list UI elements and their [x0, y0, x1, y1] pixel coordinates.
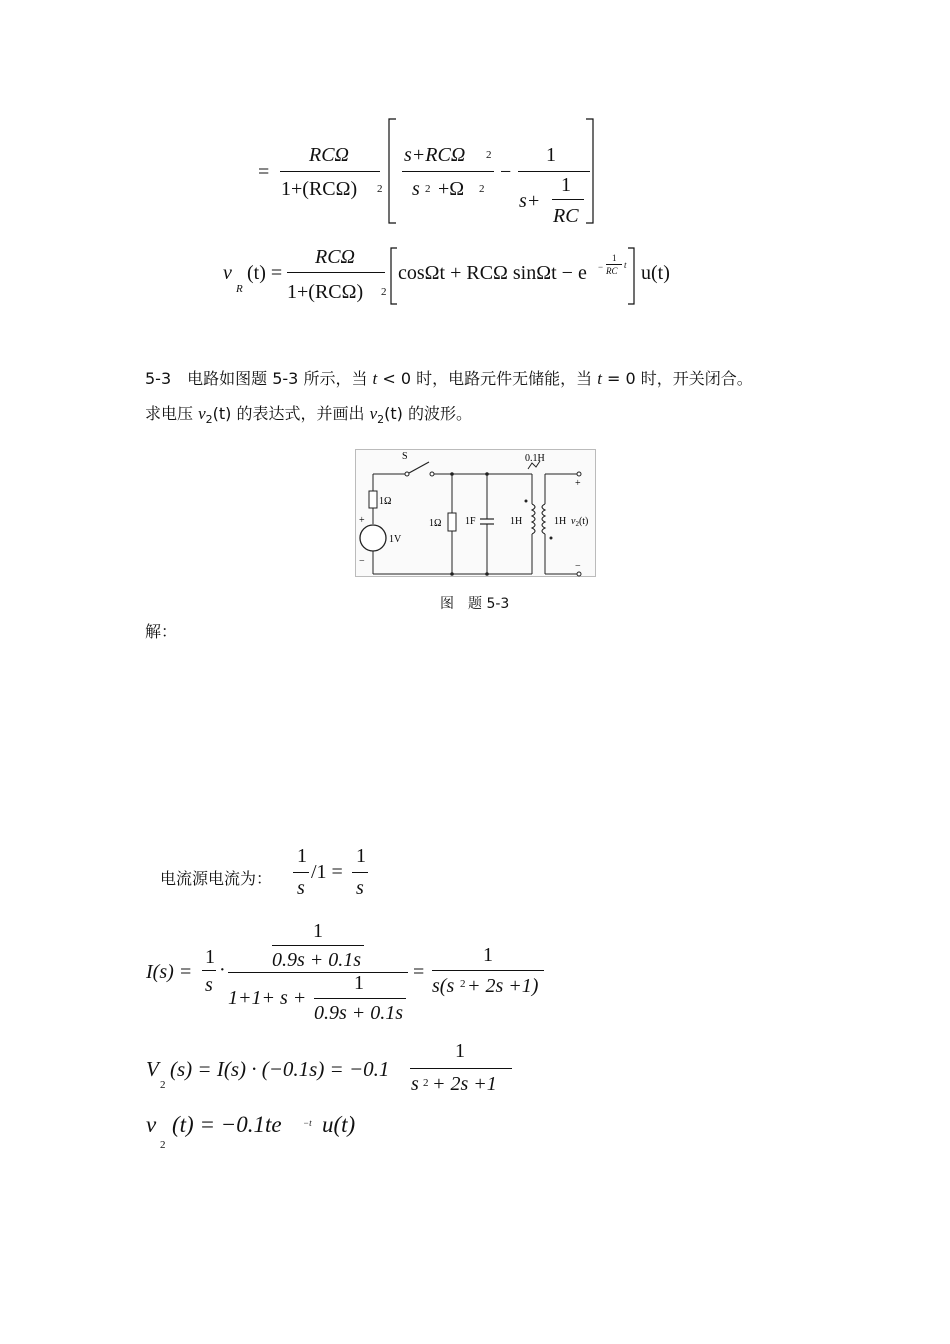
fraction-denominator: s [356, 877, 364, 899]
subscript: 2 [160, 1079, 166, 1091]
term3-numerator: 1 [561, 174, 571, 196]
solution-label: 解： [145, 622, 178, 641]
v-symbol: v [223, 262, 232, 284]
l2-label: 1H [554, 516, 567, 527]
exponent: 2 [381, 286, 387, 298]
subscript: R [236, 283, 243, 295]
switch-label: S [402, 451, 408, 462]
fraction-numerator: RCΩ [315, 246, 356, 268]
fraction-bar [352, 872, 368, 873]
result-numerator: 1 [483, 944, 493, 966]
cap-label: 1F [465, 516, 476, 527]
r2-label: 1Ω [429, 518, 442, 529]
exponent: 2 [377, 183, 383, 195]
fraction-bar [606, 264, 622, 265]
rhs: (t) = −0.1te [172, 1112, 282, 1137]
fraction-bar [202, 970, 216, 971]
unit-step: u(t) [641, 262, 670, 284]
divide-one: /1 = [311, 861, 343, 883]
exponent: 2 [460, 978, 466, 990]
source-plus: + [359, 515, 365, 526]
exponent: 2 [425, 183, 431, 195]
circuit-diagram [355, 449, 596, 577]
bottom-prefix: 1+1+ s + [228, 987, 307, 1009]
exponent-numerator: 1 [612, 253, 617, 263]
dot: · [219, 959, 226, 981]
out-minus: − [575, 561, 581, 572]
fraction-bar [293, 872, 309, 873]
fraction-bar [280, 171, 380, 172]
unit-step: u(t) [322, 1112, 356, 1137]
fraction-denominator-b: + 2s +1 [432, 1073, 497, 1095]
equals-sign: = [258, 161, 270, 183]
fraction-bar [272, 945, 364, 946]
top-denominator: 0.9s + 0.1s [272, 949, 362, 971]
fraction-bar [432, 970, 544, 971]
term3-denominator: RC [553, 205, 579, 227]
exponent-denominator: RC [606, 266, 618, 276]
output-voltage-label: $v_2(t)$ [571, 516, 589, 528]
fraction-denominator: s [411, 1073, 419, 1095]
l1-label: 1H [510, 516, 523, 527]
fraction-bar [402, 171, 494, 172]
exponent: 2 [486, 149, 492, 161]
main-fraction-bar [228, 972, 408, 973]
current-source-label: 电流源电流为： [160, 869, 273, 888]
exponent: 2 [479, 183, 485, 195]
fraction-bar [518, 171, 590, 172]
fraction-bar [287, 272, 385, 273]
source-label: 1V [389, 534, 402, 545]
lhs-args: (t) = [247, 262, 283, 284]
fraction-numerator: 1 [205, 946, 215, 968]
exponent-t: t [624, 260, 627, 270]
v-symbol: v [146, 1112, 157, 1137]
result-denominator: s(s [432, 975, 455, 997]
exponent: 2 [423, 1077, 429, 1089]
source-minus: − [359, 556, 365, 567]
fraction-numerator: RCΩ [309, 144, 350, 166]
result-denominator-b: + 2s +1) [467, 975, 539, 997]
v-symbol: V [146, 1057, 159, 1081]
term2-numerator: 1 [546, 144, 556, 166]
problem-line-1: 5-3 电路如图题 5-3 所示，当 t < 0 时，电路元件无储能，当 t = 0 时，开关闭合。 [145, 369, 753, 388]
minus-sign: − [500, 161, 512, 183]
r1-label: 1Ω [379, 496, 392, 507]
lhs: I(s) = [146, 961, 193, 983]
fraction-bar [552, 199, 584, 200]
fraction-numerator: 1 [356, 845, 366, 867]
term2-denominator: s+ [519, 190, 541, 212]
term1-numerator: s+RCΩ [404, 144, 466, 166]
term1-denominator-b: +Ω [438, 178, 465, 200]
fraction-bar [410, 1068, 512, 1069]
top-numerator: 1 [313, 920, 323, 942]
bottom-denominator: 0.9s + 0.1s [314, 1002, 404, 1024]
problem-line-2: 求电压 $v_2(t)$ 的表达式，并画出 $v_2(t)$ 的波形。 [145, 404, 472, 427]
exponent: −t [303, 1118, 312, 1128]
bottom-numerator: 1 [354, 972, 364, 994]
fraction-numerator: 1 [455, 1040, 465, 1062]
out-plus: + [575, 478, 581, 489]
fraction-denominator: 1+(RCΩ) [281, 178, 358, 200]
figure-caption: 图 题 5-3 [440, 596, 510, 612]
rhs: (s) = I(s) · (−0.1s) = −0.1 [170, 1057, 390, 1081]
exponent-minus: − [598, 262, 604, 272]
mutual-label: 0.1H [525, 453, 545, 464]
fraction-numerator: 1 [297, 845, 307, 867]
term1-denominator: s [412, 178, 420, 200]
bracket-body: cosΩt + RCΩ sinΩt − e [398, 262, 587, 284]
subscript: 2 [160, 1139, 166, 1151]
fraction-bar [314, 998, 406, 999]
fraction-denominator: 1+(RCΩ) [287, 281, 364, 303]
fraction-denominator: s [297, 877, 305, 899]
equals-sign: = [413, 961, 425, 983]
fraction-denominator: s [205, 974, 213, 996]
